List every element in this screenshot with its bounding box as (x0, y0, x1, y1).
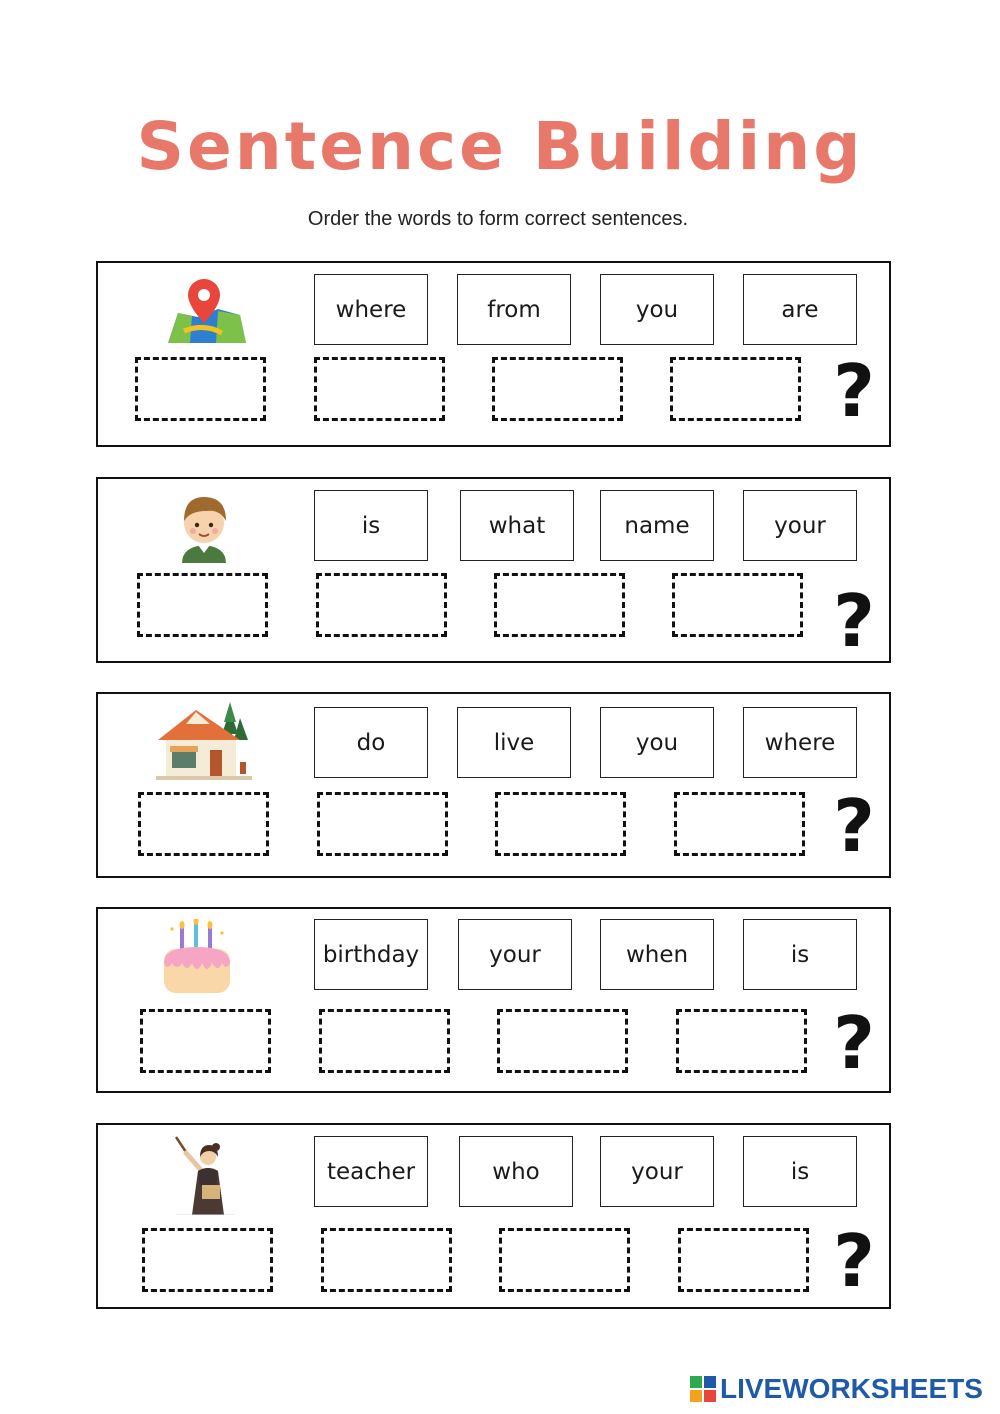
word-tile[interactable]: your (743, 490, 857, 561)
exercise-3 (96, 692, 891, 878)
word-tile[interactable]: is (314, 490, 428, 561)
answer-slot[interactable] (499, 1228, 630, 1292)
page-title: Sentence Building (136, 108, 864, 185)
answer-slot[interactable] (314, 357, 445, 421)
question-mark: ? (833, 579, 875, 663)
word-tile[interactable]: do (314, 707, 428, 778)
exercise-5 (96, 1123, 891, 1309)
house-icon (156, 700, 252, 782)
word-tile[interactable]: live (457, 707, 571, 778)
word-tile[interactable]: what (460, 490, 574, 561)
birthday-cake-icon (162, 919, 232, 997)
exercise-4 (96, 907, 891, 1093)
word-tile[interactable]: are (743, 274, 857, 345)
word-tile[interactable]: you (600, 274, 714, 345)
question-mark: ? (833, 1001, 875, 1085)
word-tile[interactable]: you (600, 707, 714, 778)
answer-slot[interactable] (138, 792, 269, 856)
question-mark: ? (833, 349, 875, 433)
word-tile[interactable]: teacher (314, 1136, 428, 1207)
word-tile[interactable]: who (459, 1136, 573, 1207)
teacher-icon (172, 1133, 238, 1215)
exercise-2 (96, 477, 891, 663)
word-tile[interactable]: is (743, 919, 857, 990)
liveworksheets-watermark (690, 1372, 983, 1406)
word-tile[interactable]: is (743, 1136, 857, 1207)
word-tile[interactable]: from (457, 274, 571, 345)
answer-slot[interactable] (497, 1009, 628, 1073)
map-location-icon (160, 273, 248, 347)
word-tile[interactable]: your (600, 1136, 714, 1207)
answer-slot[interactable] (142, 1228, 273, 1292)
answer-slot[interactable] (492, 357, 623, 421)
word-tile[interactable]: when (600, 919, 714, 990)
answer-slot[interactable] (676, 1009, 807, 1073)
answer-slot[interactable] (135, 357, 266, 421)
watermark-text: LIVEWORKSHEETS (720, 1373, 983, 1404)
exercise-1 (96, 261, 891, 447)
word-tile[interactable]: name (600, 490, 714, 561)
answer-slot[interactable] (670, 357, 801, 421)
question-mark: ? (833, 1219, 875, 1303)
answer-slot[interactable] (672, 573, 803, 637)
word-tile[interactable]: where (314, 274, 428, 345)
question-mark: ? (833, 784, 875, 868)
answer-slot[interactable] (495, 792, 626, 856)
answer-slot[interactable] (319, 1009, 450, 1073)
answer-slot[interactable] (321, 1228, 452, 1292)
answer-slot[interactable] (140, 1009, 271, 1073)
answer-slot[interactable] (678, 1228, 809, 1292)
answer-slot[interactable] (494, 573, 625, 637)
answer-slot[interactable] (316, 573, 447, 637)
answer-slot[interactable] (674, 792, 805, 856)
boy-avatar-icon (160, 489, 248, 563)
word-tile[interactable]: where (743, 707, 857, 778)
liveworksheets-logo-icon (690, 1376, 716, 1402)
word-tile[interactable]: your (458, 919, 572, 990)
instructions: Order the words to form correct sentences. (307, 208, 689, 230)
word-tile[interactable]: birthday (314, 919, 428, 990)
answer-slot[interactable] (317, 792, 448, 856)
answer-slot[interactable] (137, 573, 268, 637)
